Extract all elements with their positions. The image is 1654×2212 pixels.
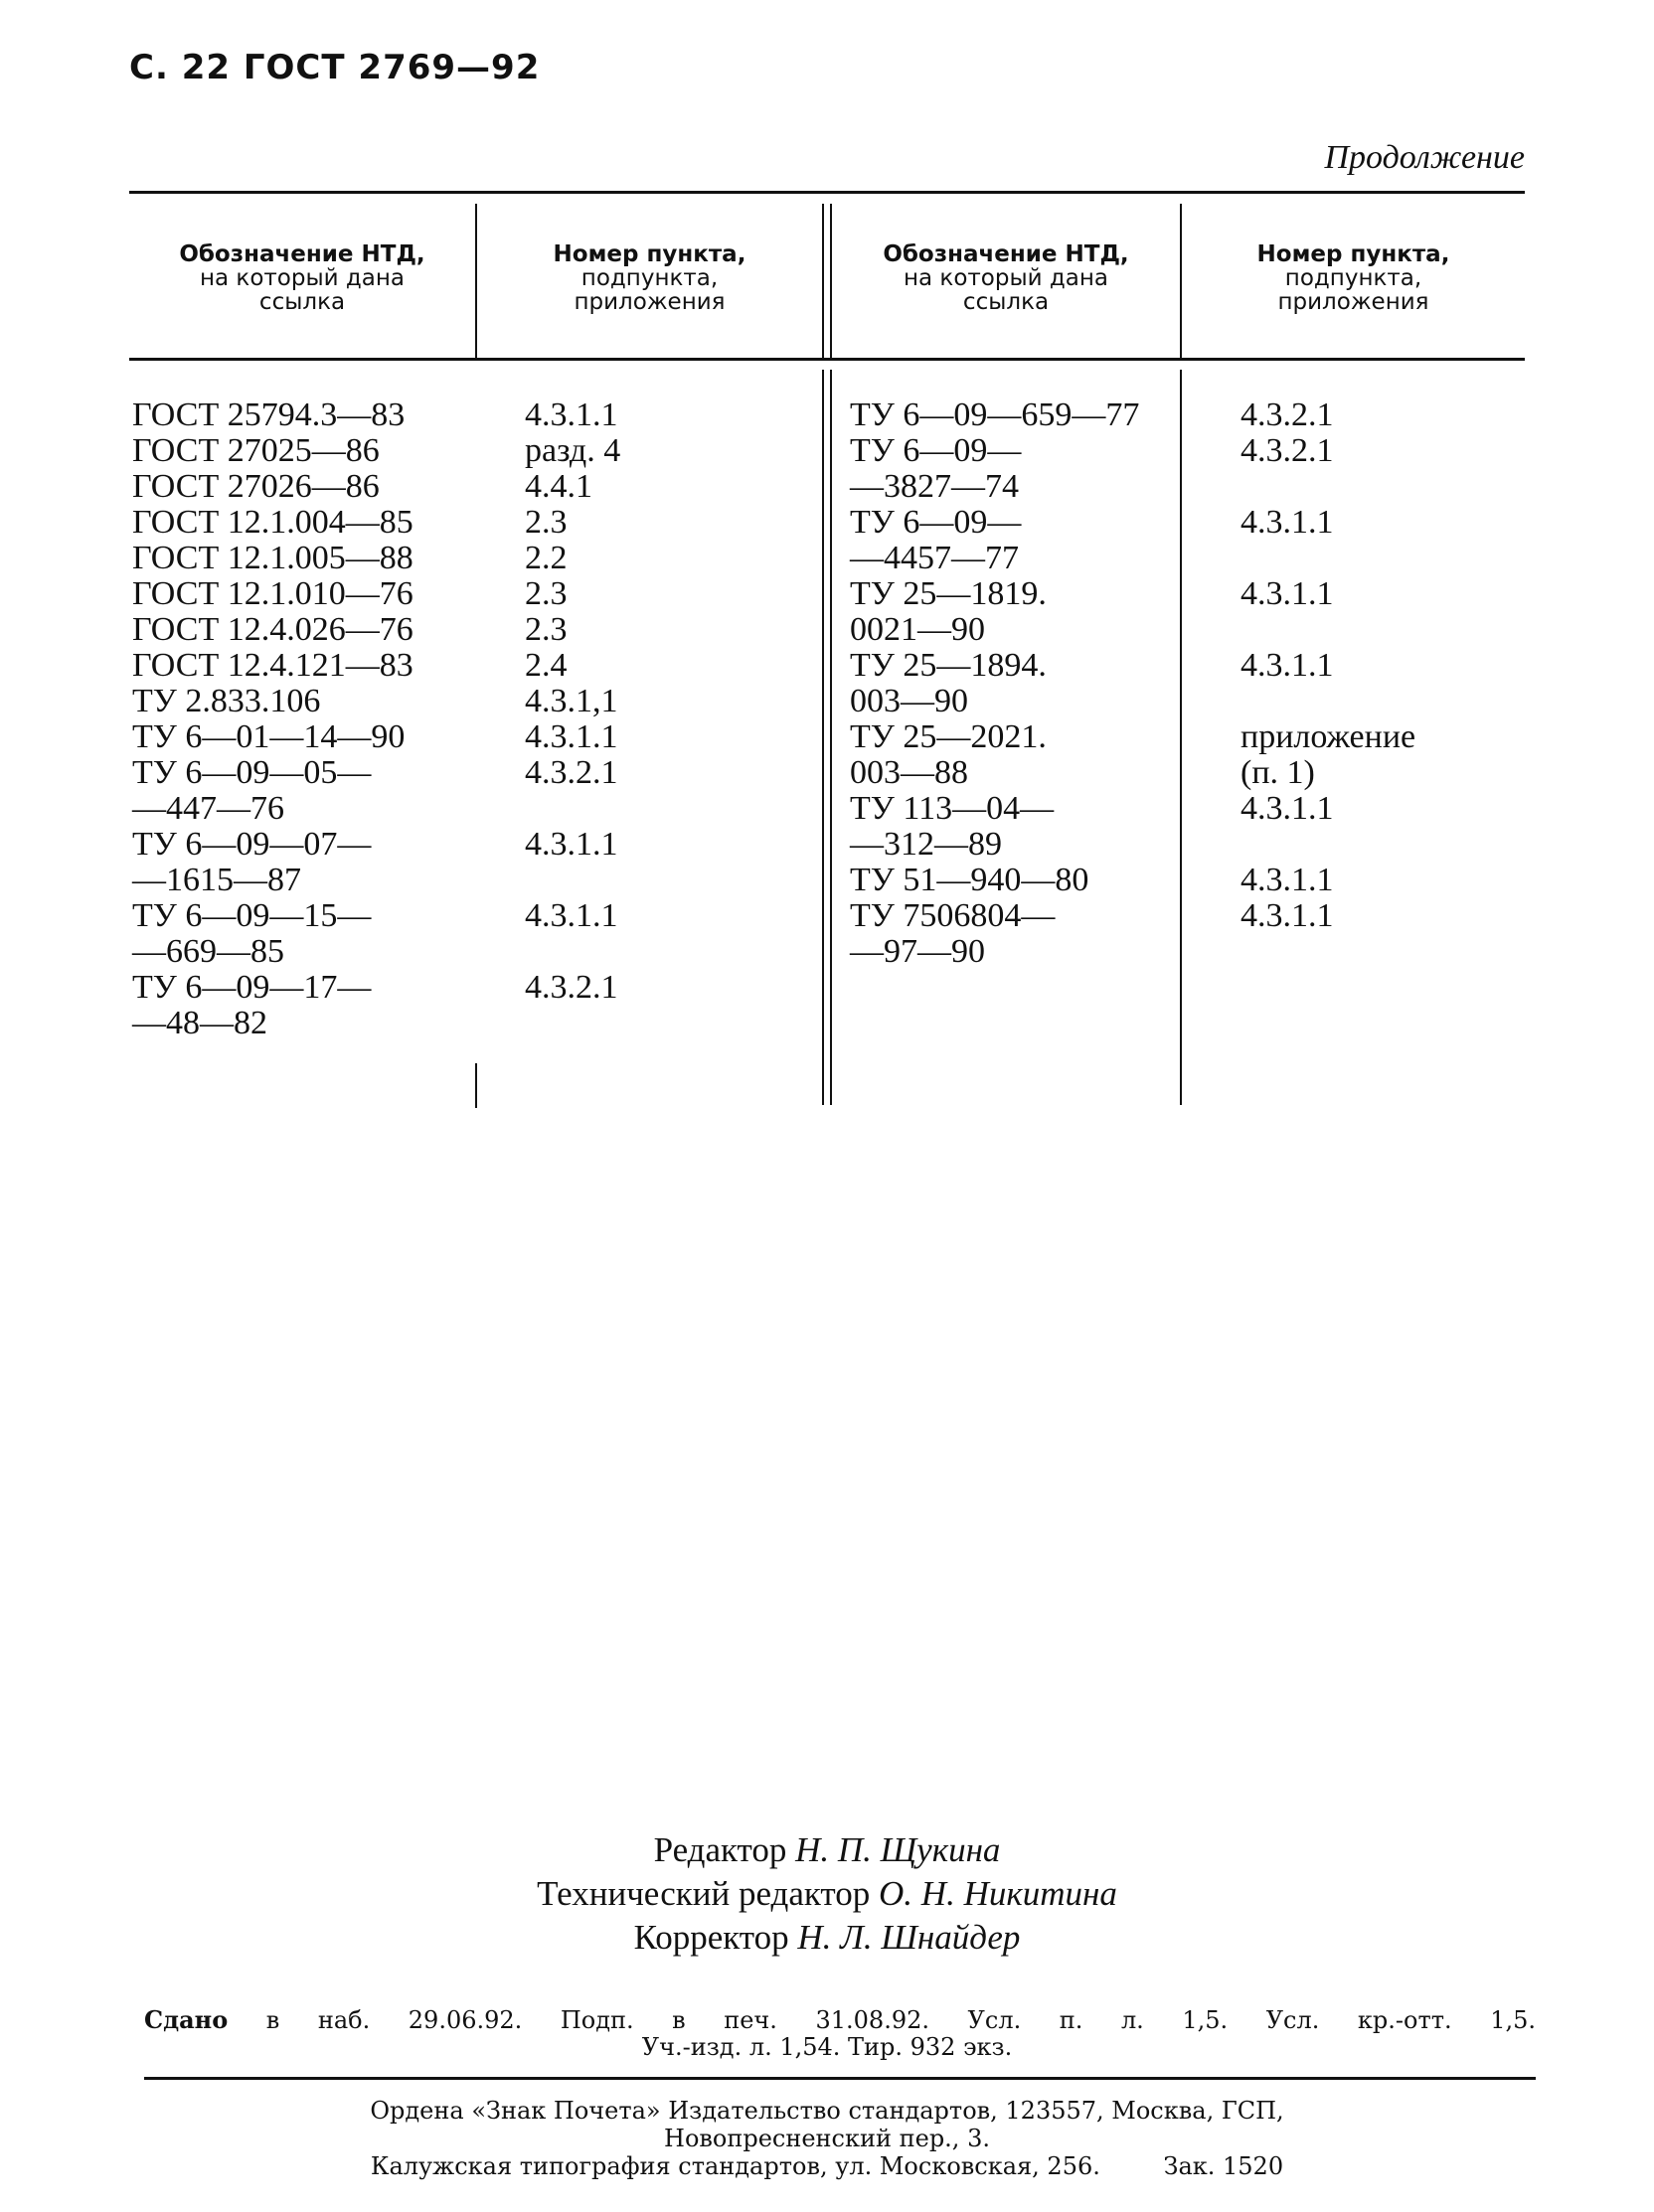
ntd-designation: ТУ 6—09—07— bbox=[132, 826, 372, 863]
right-items-column bbox=[1240, 397, 1415, 970]
header-item-left-line3: приложения bbox=[574, 289, 726, 315]
publication-word: в bbox=[672, 2006, 686, 2034]
ntd-designation: ГОСТ 12.1.004—85 bbox=[132, 504, 414, 541]
left-items-column bbox=[525, 397, 620, 1041]
publication-word: 31.08.92. bbox=[815, 2006, 929, 2034]
publication-word: 1,5. bbox=[1490, 2006, 1536, 2034]
header-item-right bbox=[1182, 242, 1525, 314]
ntd-designation: ГОСТ 27026—86 bbox=[132, 468, 380, 505]
publication-word: п. bbox=[1059, 2006, 1083, 2034]
imprint-line-2: Новопресненский пер., 3. bbox=[664, 2125, 990, 2152]
item-number bbox=[525, 791, 620, 827]
ntd-designation: ТУ 6—09—17— bbox=[132, 969, 372, 1006]
ntd-designation: —3827—74 bbox=[850, 468, 1019, 505]
header-ntd-left-line1: Обозначение НТД, bbox=[179, 241, 425, 267]
header-ntd-right-line3: ссылка bbox=[962, 289, 1050, 315]
ntd-designation: ТУ 6—09— bbox=[850, 504, 1022, 541]
ntd-designation: ГОСТ 12.1.010—76 bbox=[132, 575, 414, 612]
publication-word: 1,5. bbox=[1182, 2006, 1229, 2034]
item-number: 4.3.1,1 bbox=[525, 683, 618, 719]
order-number: Зак. 1520 bbox=[1163, 2152, 1284, 2180]
item-number: 4.3.1.1 bbox=[525, 826, 618, 863]
item-number: 4.3.1.1 bbox=[1240, 862, 1334, 898]
item-number bbox=[1240, 541, 1415, 576]
item-number: 4.3.2.1 bbox=[525, 754, 618, 791]
ntd-designation: 003—88 bbox=[850, 754, 968, 791]
ntd-designation: —4457—77 bbox=[850, 540, 1019, 576]
column-divider-center-a-body bbox=[822, 370, 824, 1105]
header-ntd-right bbox=[832, 242, 1180, 314]
corrector-role: Корректор bbox=[633, 1918, 789, 1957]
ntd-designation: ТУ 6—01—14—90 bbox=[132, 718, 406, 755]
editor-role: Редактор bbox=[653, 1830, 787, 1869]
page-header: С. 22 ГОСТ 2769—92 bbox=[129, 48, 541, 87]
imprint-block bbox=[0, 2097, 1654, 2180]
right-ntd-column bbox=[850, 397, 1139, 970]
continuation-label: Продолжение bbox=[1324, 139, 1525, 176]
table-top-rule bbox=[129, 191, 1525, 194]
item-number bbox=[1240, 827, 1415, 863]
ntd-designation: ГОСТ 12.1.005—88 bbox=[132, 540, 414, 576]
item-number: 4.3.2.1 bbox=[525, 969, 618, 1006]
ntd-designation: —312—89 bbox=[850, 826, 1002, 863]
ntd-designation: ТУ 6—09—15— bbox=[132, 897, 372, 934]
item-number: 4.3.2.1 bbox=[1240, 396, 1334, 433]
publication-word: Усл. bbox=[1265, 2006, 1320, 2034]
imprint-line-1: Ордена «Знак Почета» Издательство стандартов, 123557, Москва, ГСП, bbox=[370, 2097, 1284, 2125]
item-number: 2.3 bbox=[525, 575, 568, 612]
table-header-rule bbox=[129, 358, 1525, 361]
ntd-designation: ТУ 51—940—80 bbox=[850, 862, 1089, 898]
ntd-designation: —447—76 bbox=[132, 790, 284, 827]
ntd-designation: ГОСТ 27025—86 bbox=[132, 432, 380, 469]
header-item-right-line2: подпункта, bbox=[1284, 265, 1422, 291]
item-number: 4.3.1.1 bbox=[525, 396, 618, 433]
publication-word: печ. bbox=[724, 2006, 777, 2034]
imprint-line-3 bbox=[0, 2152, 1654, 2180]
item-number: 4.3.2.1 bbox=[1240, 432, 1334, 469]
tech-editor-name: О. Н. Никитина bbox=[879, 1874, 1117, 1913]
item-number: 2.2 bbox=[525, 540, 568, 576]
publication-word: наб. bbox=[317, 2006, 371, 2034]
item-number: 4.3.1.1 bbox=[1240, 647, 1334, 684]
publication-word: Подп. bbox=[560, 2006, 634, 2034]
header-item-right-line3: приложения bbox=[1277, 289, 1429, 315]
item-number: 4.3.1.1 bbox=[1240, 575, 1334, 612]
column-divider-1-body bbox=[475, 1063, 477, 1108]
editor-name: Н. П. Щукина bbox=[795, 1830, 1001, 1869]
item-number: 4.3.1.1 bbox=[1240, 790, 1334, 827]
item-number: 4.3.1.1 bbox=[525, 718, 618, 755]
item-number bbox=[1240, 684, 1415, 719]
item-number bbox=[525, 934, 620, 970]
publication-word: в bbox=[265, 2006, 280, 2034]
item-number: 2.3 bbox=[525, 504, 568, 541]
ntd-designation: ТУ 6—09—05— bbox=[132, 754, 372, 791]
header-item-left bbox=[477, 242, 822, 314]
item-number: 2.3 bbox=[525, 611, 568, 648]
publication-word: 29.06.92. bbox=[408, 2006, 523, 2034]
ntd-designation: ГОСТ 12.4.121—83 bbox=[132, 647, 414, 684]
item-number bbox=[1240, 469, 1415, 505]
ntd-designation: ТУ 2.833.106 bbox=[132, 683, 321, 719]
header-ntd-right-line2: на который дана bbox=[903, 265, 1109, 291]
ntd-designation: —48—82 bbox=[132, 1005, 267, 1041]
editor-line bbox=[0, 1828, 1654, 1872]
corrector-line bbox=[0, 1916, 1654, 1960]
item-number: разд. 4 bbox=[525, 432, 621, 469]
header-item-left-line1: Номер пункта, bbox=[553, 241, 746, 267]
item-number bbox=[1240, 934, 1415, 970]
column-divider-3-body bbox=[1180, 370, 1182, 1105]
item-number: 4.4.1 bbox=[525, 468, 592, 505]
item-number: (п. 1) bbox=[1240, 754, 1315, 791]
left-ntd-column bbox=[132, 397, 414, 1041]
ntd-designation: ГОСТ 12.4.026—76 bbox=[132, 611, 414, 648]
publication-word: Усл. bbox=[967, 2006, 1022, 2034]
item-number: 4.3.1.1 bbox=[1240, 897, 1334, 934]
header-ntd-left bbox=[129, 242, 475, 314]
ntd-designation: ГОСТ 25794.3—83 bbox=[132, 396, 406, 433]
ntd-designation: ТУ 7506804— bbox=[850, 897, 1056, 934]
ntd-designation: 0021—90 bbox=[850, 611, 985, 648]
ntd-designation: ТУ 6—09— bbox=[850, 432, 1022, 469]
imprint-printer: Калужская типография стандартов, ул. Московская, 256. bbox=[370, 2152, 1100, 2180]
item-number bbox=[525, 863, 620, 898]
item-number bbox=[1240, 612, 1415, 648]
publication-word: Сдано bbox=[144, 2005, 229, 2034]
ntd-designation: 003—90 bbox=[850, 683, 968, 719]
ntd-designation: —97—90 bbox=[850, 933, 985, 970]
ntd-designation: ТУ 6—09—659—77 bbox=[850, 396, 1140, 433]
corrector-name: Н. Л. Шнайдер bbox=[797, 1918, 1021, 1957]
tech-editor-line bbox=[0, 1872, 1654, 1916]
column-divider-center-b-body bbox=[830, 370, 832, 1105]
ntd-designation: ТУ 25—2021. bbox=[850, 718, 1047, 755]
header-ntd-left-line3: ссылка bbox=[258, 289, 346, 315]
ntd-designation: ТУ 25—1894. bbox=[850, 647, 1047, 684]
ntd-designation: —1615—87 bbox=[132, 862, 301, 898]
ntd-designation: ТУ 113—04— bbox=[850, 790, 1055, 827]
imprint-rule bbox=[144, 2077, 1536, 2080]
publication-line-1 bbox=[144, 2007, 1536, 2033]
item-number: 2.4 bbox=[525, 647, 568, 684]
header-item-left-line2: подпункта, bbox=[580, 265, 719, 291]
tech-editor-role: Технический редактор bbox=[537, 1874, 871, 1913]
ntd-designation: ТУ 25—1819. bbox=[850, 575, 1047, 612]
header-ntd-right-line1: Обозначение НТД, bbox=[883, 241, 1129, 267]
publication-line-2: Уч.-изд. л. 1,54. Тир. 932 экз. bbox=[641, 2033, 1013, 2061]
item-number: 4.3.1.1 bbox=[1240, 504, 1334, 541]
header-ntd-left-line2: на который дана bbox=[199, 265, 406, 291]
column-divider-center-a bbox=[822, 204, 824, 358]
item-number: приложение bbox=[1240, 718, 1416, 755]
publication-word: л. bbox=[1120, 2006, 1144, 2034]
header-item-right-line1: Номер пункта, bbox=[1256, 241, 1450, 267]
publication-word: кр.-отт. bbox=[1357, 2006, 1452, 2034]
item-number bbox=[525, 1006, 620, 1041]
ntd-designation: —669—85 bbox=[132, 933, 284, 970]
credits-block bbox=[0, 1828, 1654, 1960]
item-number: 4.3.1.1 bbox=[525, 897, 618, 934]
